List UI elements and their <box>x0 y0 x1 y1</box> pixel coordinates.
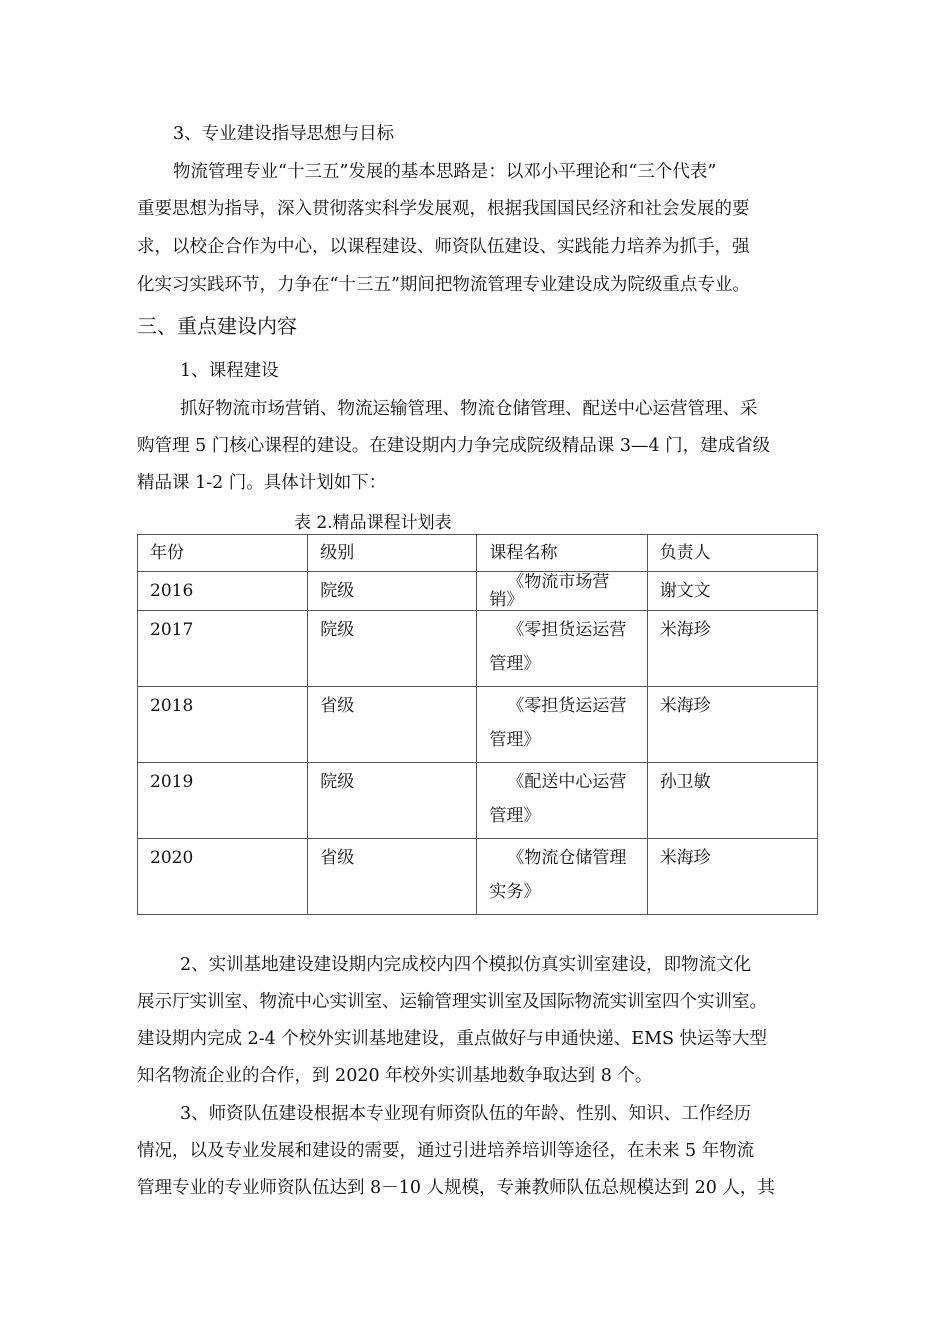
cell-level: 院级 <box>308 763 477 839</box>
cell-course-name <box>477 763 647 839</box>
section-title-guiding-ideas: 3、专业建设指导思想与目标 <box>173 124 395 144</box>
course-name-line2: 实务》 <box>489 882 541 902</box>
course-name-line1: 《物流仓储管理 <box>507 848 627 868</box>
table-row <box>138 763 818 839</box>
paragraph-line: 精品课 1-2 门。具体计划如下： <box>137 473 387 493</box>
paragraph-line: 重要思想为指导，深入贯彻落实科学发展观，根据我国国民经济和社会发展的要 <box>137 199 750 219</box>
paragraph-line: 管理专业的专业师资队伍达到 8－10 人规模，专兼教师队伍总规模达到 20 人，其 <box>137 1178 775 1198</box>
paragraph-line: 展示厅实训室、物流中心实训室、运输管理实训室及国际物流实训室四个实训室。 <box>137 992 767 1012</box>
cell-course-name <box>477 572 647 611</box>
table-row <box>138 687 818 763</box>
header-course-name: 课程名称 <box>477 535 647 572</box>
header-owner: 负责人 <box>647 535 817 572</box>
paragraph-line: 化实习实践环节，力争在“十三五”期间把物流管理专业建设成为院级重点专业。 <box>137 275 750 295</box>
cell-course-name <box>477 611 647 687</box>
cell-year: 2017 <box>138 611 308 687</box>
cell-year: 2016 <box>138 572 308 611</box>
table-row <box>138 611 818 687</box>
subsection-title-course: 1、课程建设 <box>180 361 279 381</box>
table-row <box>138 839 818 915</box>
cell-year: 2020 <box>138 839 308 915</box>
paragraph-line: 建设期内完成 2-4 个校外实训基地建设，重点做好与申通快递、EMS 快运等大型 <box>137 1029 768 1049</box>
course-name-line2: 管理》 <box>489 806 541 826</box>
paragraph-line: 2、实训基地建设建设期内完成校内四个模拟仿真实训室建设，即物流文化 <box>180 955 752 975</box>
course-name-line2: 管理》 <box>489 654 541 674</box>
chapter-title-key-content: 三、重点建设内容 <box>137 314 297 338</box>
cell-year: 2019 <box>138 763 308 839</box>
paragraph-line: 知名物流企业的合作，到 2020 年校外实训基地数争取达到 8 个。 <box>137 1066 653 1086</box>
course-name-line1: 《物流市场营 <box>507 573 610 592</box>
table-caption: 表 2.精品课程计划表 <box>294 513 452 533</box>
course-name-line2: 销》 <box>489 590 524 609</box>
paragraph-line: 情况，以及专业发展和建设的需要，通过引进培养培训等途径，在未来 5 年物流 <box>137 1141 755 1161</box>
cell-owner: 米海珍 <box>647 611 817 687</box>
cell-owner: 米海珍 <box>647 839 817 915</box>
header-level: 级别 <box>308 535 477 572</box>
course-name-line1: 《零担货运运营 <box>507 620 627 640</box>
course-plan-table <box>137 534 818 915</box>
paragraph-line: 购管理 5 门核心课程的建设。在建设期内力争完成院级精品课 3—4 门，建成省级 <box>137 436 771 456</box>
cell-level: 院级 <box>308 572 477 611</box>
paragraph-line: 物流管理专业“十三五”发展的基本思路是：以邓小平理论和“三个代表” <box>173 162 717 182</box>
cell-owner: 米海珍 <box>647 687 817 763</box>
course-name-line1: 《配送中心运营 <box>507 772 627 792</box>
cell-owner: 孙卫敏 <box>647 763 817 839</box>
paragraph-line: 3、师资队伍建设根据本专业现有师资队伍的年龄、性别、知识、工作经历 <box>180 1104 752 1124</box>
paragraph-line: 抓好物流市场营销、物流运输管理、物流仓储管理、配送中心运营管理、采 <box>180 399 758 419</box>
course-name-line2: 管理》 <box>489 730 541 750</box>
table-row <box>138 572 818 611</box>
course-name-line1: 《零担货运运营 <box>507 696 627 716</box>
cell-level: 省级 <box>308 687 477 763</box>
cell-year: 2018 <box>138 687 308 763</box>
cell-level: 院级 <box>308 611 477 687</box>
table-header-row <box>138 535 818 572</box>
paragraph-line: 求，以校企合作为中心，以课程建设、师资队伍建设、实践能力培养为抓手，强 <box>137 237 750 257</box>
cell-owner: 谢文文 <box>647 572 817 611</box>
cell-course-name <box>477 839 647 915</box>
cell-course-name <box>477 687 647 763</box>
header-year: 年份 <box>138 535 308 572</box>
cell-level: 省级 <box>308 839 477 915</box>
